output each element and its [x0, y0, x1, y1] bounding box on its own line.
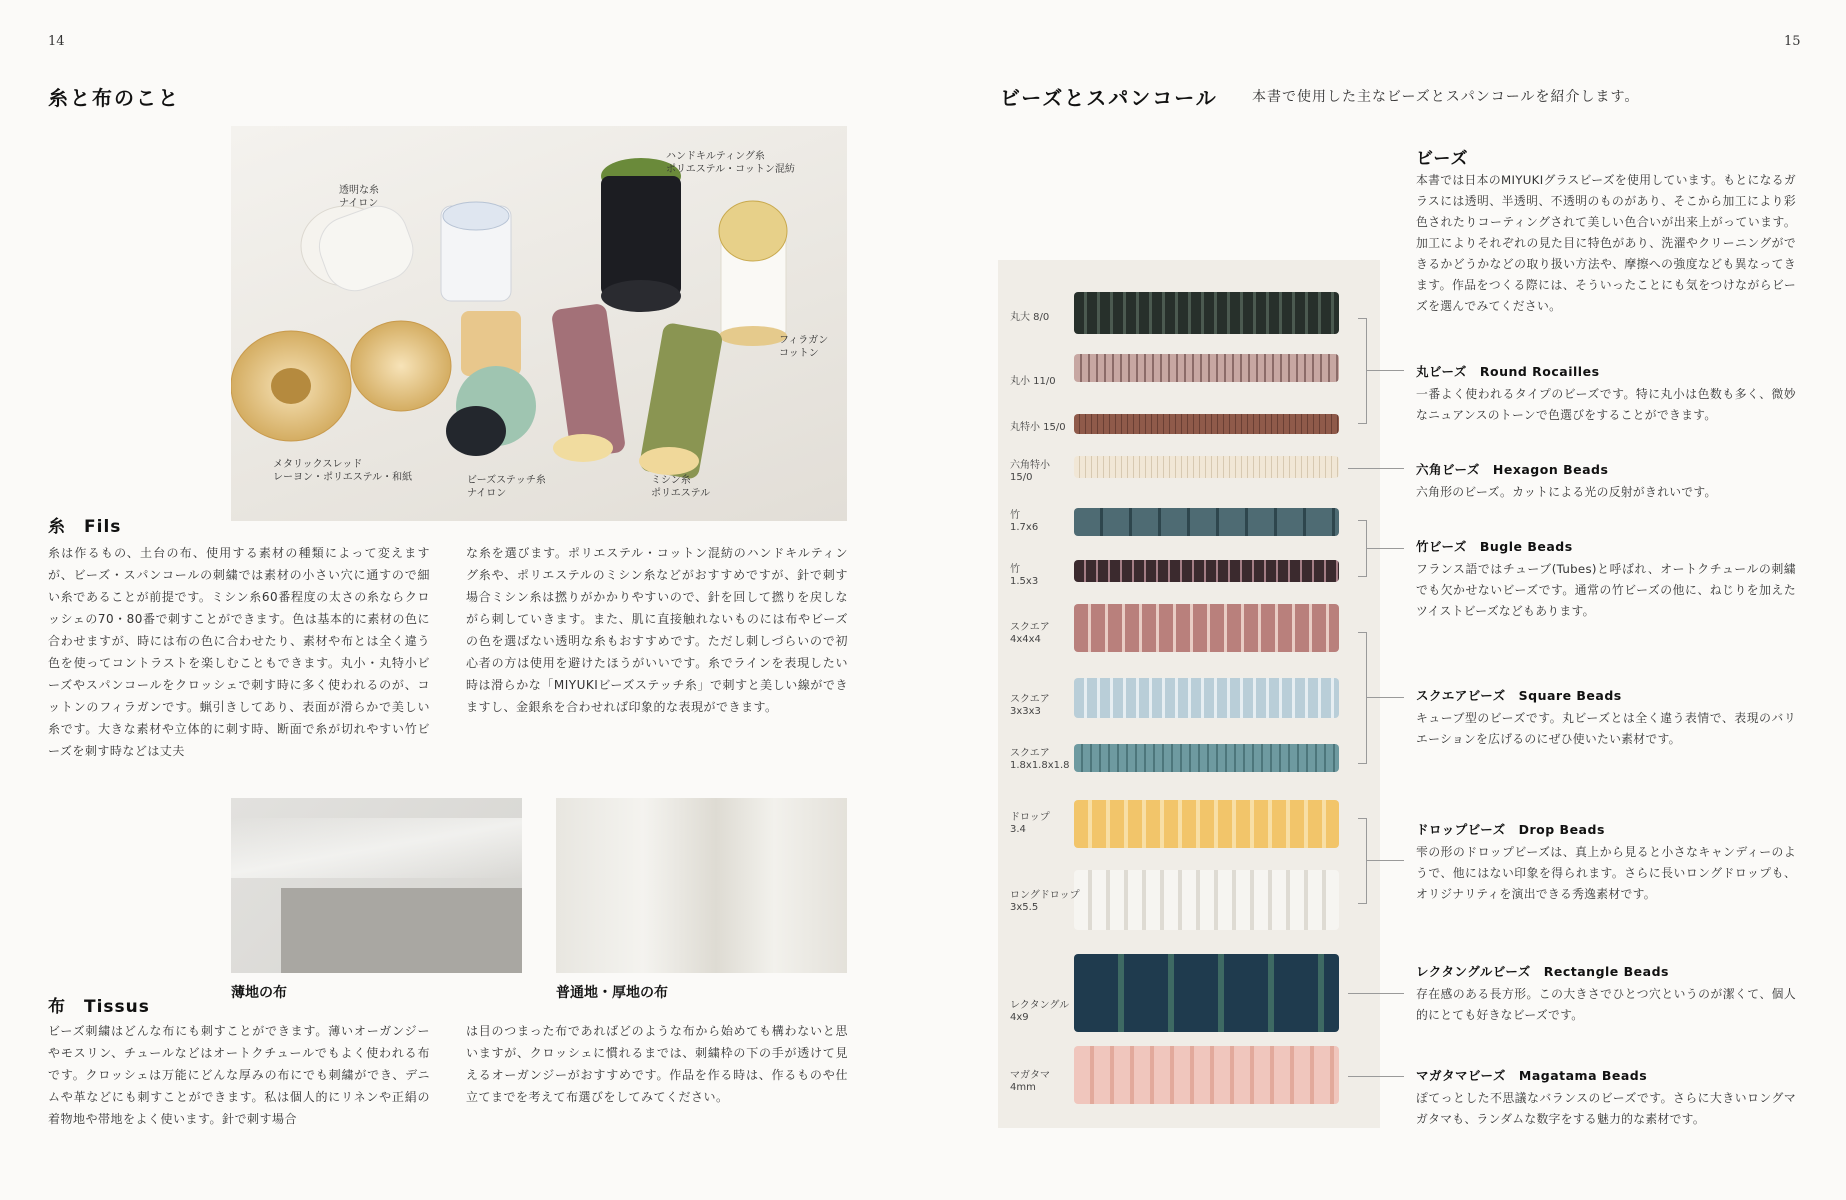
- connector-rectangle: [1348, 993, 1404, 994]
- tissus-text-col2: は目のつまった布であればどのような布から始めても構わないと思いますが、クロッシェに慣れるまでは、刺繍枠の下の手が透けて見えるオーガンジーがおすすめです。作品を作る時は、作るものや仕立てまでを考えて布選びをしてみてください。: [466, 1024, 848, 1104]
- connector-square: [1366, 697, 1404, 698]
- bead-type-desc: 一番よく使われるタイプのビーズです。特に丸小は色数も多く、微妙なニュアンスのトーンで色選びをすることができます。: [1416, 387, 1796, 422]
- bead-label-rectangle: レクタングル 4x9: [1010, 1000, 1070, 1023]
- bead-type-desc: 六角形のビーズ。カットによる光の反射がきれいです。: [1416, 485, 1717, 499]
- bead-label-square-3: スクエア 3x3x3: [1010, 694, 1050, 717]
- bead-type-title: マガタマビーズ Magatama Beads: [1416, 1068, 1648, 1083]
- bead-label-drop: ドロップ 3.4: [1010, 812, 1050, 835]
- bead-type-rectangle: [1416, 962, 1796, 1026]
- bead-strip-maru-dai: [1074, 292, 1339, 334]
- connector-magatama: [1348, 1076, 1404, 1077]
- connector-drop: [1366, 860, 1404, 861]
- bead-label-maru-tokusho: 丸特小 15/0: [1010, 422, 1066, 433]
- thick-fabric-photo: [556, 798, 847, 973]
- bead-label-maru-sho: 丸小 11/0: [1010, 376, 1056, 387]
- label-filagan: フィラガン コットン: [779, 335, 829, 359]
- bead-type-title: ドロップビーズ Drop Beads: [1416, 822, 1605, 837]
- page-number-right: 15: [1784, 34, 1801, 49]
- bead-type-title: 六角ビーズ Hexagon Beads: [1416, 462, 1609, 477]
- page-number-left: 14: [48, 34, 65, 49]
- bead-strip-bugle-small: [1074, 560, 1339, 582]
- bead-type-drop: [1416, 820, 1796, 905]
- connector-round: [1366, 370, 1404, 371]
- bead-type-desc: キューブ型のビーズです。丸ビーズとは全く違う表情で、表現のバリエーションを広げるのにぜひ使いたい素材です。: [1416, 711, 1796, 746]
- label-clear-thread: 透明な糸 ナイロン: [339, 185, 379, 209]
- bead-strip-square-4: [1074, 604, 1339, 652]
- connector-hexagon: [1348, 468, 1404, 469]
- bead-label-bugle-large: 竹 1.7x6: [1010, 510, 1039, 533]
- bead-strip-maru-tokusho: [1074, 414, 1339, 434]
- bead-strip-drop: [1074, 800, 1339, 848]
- bead-type-title: 竹ビーズ Bugle Beads: [1416, 539, 1573, 554]
- bead-type-magatama: [1416, 1066, 1796, 1130]
- bead-strip-hexagon: [1074, 456, 1339, 478]
- bead-label-hexagon: 六角特小 15/0: [1010, 460, 1050, 483]
- bead-type-round: [1416, 362, 1796, 426]
- bead-type-hexagon: [1416, 460, 1796, 503]
- bead-label-maru-dai: 丸大 8/0: [1010, 312, 1050, 323]
- bead-strip-rectangle: [1074, 954, 1339, 1032]
- bead-type-desc: 存在感のある長方形。この大きさでひとつ穴というのが潔くて、個人的にとても好きなビーズです。: [1416, 987, 1796, 1022]
- bead-strip-magatama: [1074, 1046, 1339, 1104]
- page-title-left: 糸と布のこと: [48, 86, 180, 110]
- thin-fabric-photo: [231, 798, 522, 973]
- thick-fabric-caption: 普通地・厚地の布: [556, 985, 668, 1001]
- label-sewing-thread: ミシン糸 ポリエステル: [651, 475, 711, 499]
- thin-fabric-caption: 薄地の布: [231, 985, 287, 1001]
- bead-type-title: スクエアビーズ Square Beads: [1416, 688, 1622, 703]
- page-title-right: ビーズとスパンコール: [1000, 86, 1218, 110]
- bead-strip-square-3: [1074, 678, 1339, 718]
- bead-strip-long-drop: [1074, 870, 1339, 930]
- bead-strip-maru-sho: [1074, 354, 1339, 382]
- bead-strip-square-18: [1074, 744, 1339, 772]
- bead-type-square: [1416, 686, 1796, 750]
- bead-strip-bugle-large: [1074, 508, 1339, 536]
- bracket-drop: [1358, 818, 1367, 904]
- bead-type-desc: フランス語ではチューブ(Tubes)と呼ばれ、オートクチュールの刺繍でも欠かせないビーズです。通常の竹ビーズの他に、ねじりを加えたツイストビーズなどもあります。: [1416, 562, 1796, 618]
- bead-type-desc: 雫の形のドロップビーズは、真上から見ると小さなキャンディーのようで、他にはない印象を得られます。さらに長いロングドロップも、オリジナリティを演出できる秀逸素材です。: [1416, 845, 1796, 901]
- beads-heading: ビーズ: [1416, 149, 1469, 169]
- bead-type-bugle: [1416, 537, 1796, 622]
- bead-type-desc: ぽてっとした不思議なバランスのビーズです。さらに大きいロングマガタマも、ランダムな数字をする魅力的な素材です。: [1416, 1091, 1796, 1126]
- tissus-text-col1: ビーズ刺繍はどんな布にも刺すことができます。薄いオーガンジーやモスリン、チュールなどはオートクチュールでもよく使われる布です。クロッシェは万能にどんな厚みの布にでも刺繍ができ、デニムや革などにも刺すことができます。私は個人的にリネンや正絹の着物地や帯地をよく使います。針で刺す場合: [48, 1024, 430, 1126]
- bracket-round: [1358, 318, 1367, 424]
- bead-label-bugle-small: 竹 1.5x3: [1010, 564, 1039, 587]
- bead-type-title: レクタングルビーズ Rectangle Beads: [1416, 964, 1669, 979]
- bead-label-magatama: マガタマ 4mm: [1010, 1070, 1050, 1093]
- label-quilting-thread: ハンドキルティング糸 ポリエステル・コットン混紡: [666, 151, 795, 175]
- beads-intro: 本書では日本のMIYUKIグラスビーズを使用しています。もとになるガラスには透明、半透明、不透明のものがあり、そこから加工により彩色されたりコーティングされて美しい色合いが出来上がっています。加工によりそれぞれの見た目に特色があり、洗濯やクリーニングができるかどうかなどの取り扱い方法や、摩擦への強度なども異なってきます。作品をつくる際には、そういったことにも気をつけながらビーズを選んでみてください。: [1416, 173, 1796, 313]
- bead-label-long-drop: ロングドロップ 3x5.5: [1010, 890, 1080, 913]
- connector-bugle: [1366, 548, 1404, 549]
- tissus-heading: 布 Tissus: [48, 997, 150, 1017]
- beads-photo: [998, 260, 1380, 1128]
- fils-text-col2: な糸を選びます。ポリエステル・コットン混紡のハンドキルティング糸や、ポリエステルのミシン糸などがおすすめですが、針で刺す場合ミシン糸は撚りがかかりやすいので、針を回して撚りを戻しながら刺していきます。また、肌に直接触れないものには布やビーズの色を選ばない透明な糸もおすすめです。ただし刺しづらいので初心者の方は使用を避けたほうがいいです。糸でラインを表現したい時は滑らかな「MIYUKIビーズステッチ糸」で刺すと美しい線ができますし、金銀糸を合わせれば印象的な表現ができます。: [466, 546, 848, 714]
- label-beadstitch-thread: ビーズステッチ糸 ナイロン: [467, 475, 546, 499]
- bead-type-title: 丸ビーズ Round Rocailles: [1416, 364, 1600, 379]
- fils-heading: 糸 Fils: [48, 517, 122, 537]
- threads-photo: [231, 126, 847, 521]
- bead-label-square-18: スクエア 1.8x1.8x1.8: [1010, 748, 1070, 771]
- label-metallic-thread: メタリックスレッド レーヨン・ポリエステル・和紙: [273, 459, 413, 483]
- bracket-square: [1358, 632, 1367, 764]
- bead-label-square-4: スクエア 4x4x4: [1010, 622, 1050, 645]
- fils-text-col1: 糸は作るもの、土台の布、使用する素材の種類によって変えますが、ビーズ・スパンコールの刺繍では素材の小さい穴に通すので細い糸であることが前提です。ミシン糸60番程度の太さの糸ならクロッシェの70・80番で刺すことができます。色は基本的に素材の色に合わせますが、時には布の色に合わせたり、素材や布とは全く違う色を使ってコントラストを楽しむこともできます。丸小・丸特小ビーズやスパンコールをクロッシェで刺す時に多く使われるのが、コットンのフィラガンです。蝋引きしてあり、表面が滑らかで美しい糸です。大きな素材や立体的に刺す時、断面で糸が切れやすい竹ビーズを刺す時などは丈夫: [48, 546, 430, 758]
- page-subtitle-right: 本書で使用した主なビーズとスパンコールを紹介します。: [1252, 89, 1640, 105]
